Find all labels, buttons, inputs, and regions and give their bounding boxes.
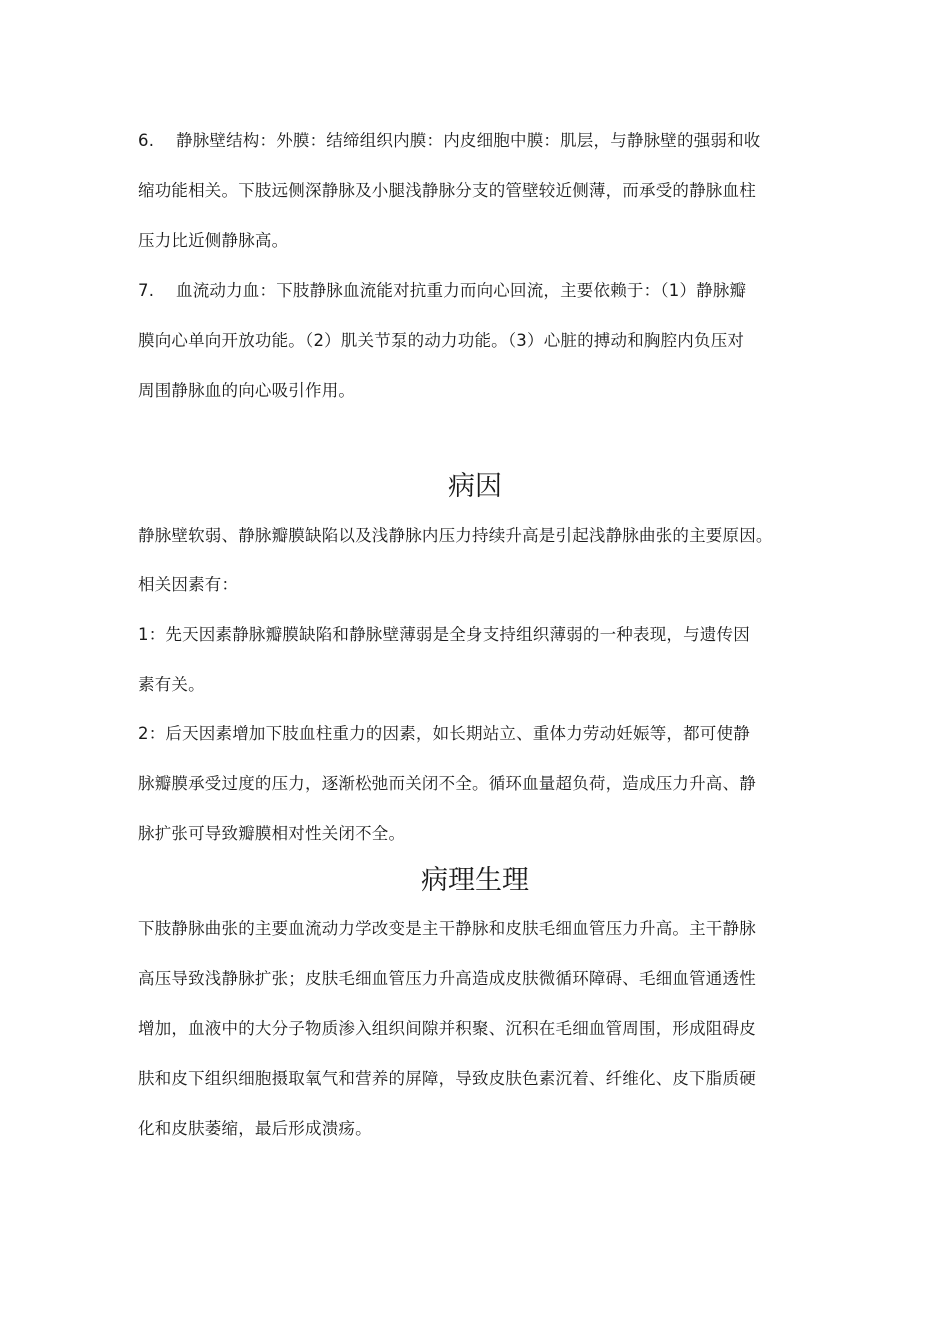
factor2-line-2: 脉瓣膜承受过度的压力，逐渐松弛而关闭不全。循环血量超负荷，造成压力升高、静 (138, 774, 756, 793)
pathophysiology-heading: 病理生理 (421, 865, 529, 896)
pathophysiology-line-5: 化和皮肤萎缩，最后形成溃疡。 (138, 1119, 372, 1138)
factor1-line-1: 1：先天因素静脉瓣膜缺陷和静脉壁薄弱是全身支持组织薄弱的一种表现，与遗传因 (138, 625, 750, 644)
hemodynamics-line-3: 周围静脉血的向心吸引作用。 (138, 381, 356, 400)
factor2-line-1: 2：后天因素增加下肢血柱重力的因素，如长期站立、重体力劳动妊娠等，都可使静 (138, 724, 750, 743)
hemodynamics-line-2: 膜向心单向开放功能。（2）肌关节泵的动力功能。（3）心脏的搏动和胸腔内负压对 (138, 331, 745, 350)
pathophysiology-line-1: 下肢静脉曲张的主要血流动力学改变是主干静脉和皮肤毛细血管压力升高。主干静脉 (138, 919, 756, 938)
structure-line-1 (138, 129, 761, 153)
paragraph-text: 血流动力血：下肢静脉血流能对抗重力而向心回流，主要依赖于：（1）静脉瓣 (176, 281, 747, 300)
etiology-intro-line-2: 相关因素有： (138, 575, 239, 594)
etiology-intro-line-1: 静脉壁软弱、静脉瓣膜缺陷以及浅静脉内压力持续升高是引起浅静脉曲张的主要原因。 (138, 526, 773, 545)
paragraph-text: 静脉壁结构：外膜：结缔组织内膜：内皮细胞中膜：肌层，与静脉壁的强弱和收 (176, 131, 761, 150)
item-number: 7. (138, 281, 155, 300)
hemodynamics-line-1 (138, 279, 746, 303)
factor2-line-3: 脉扩张可导致瓣膜相对性关闭不全。 (138, 824, 406, 843)
etiology-heading: 病因 (448, 471, 502, 502)
pathophysiology-line-4: 肤和皮下组织细胞摄取氧气和营养的屏障，导致皮肤色素沉着、纤维化、皮下脂质硬 (138, 1069, 756, 1088)
item-number: 6. (138, 131, 155, 150)
pathophysiology-line-2: 高压导致浅静脉扩张；皮肤毛细血管压力升高造成皮肤微循环障碍、毛细血管通透性 (138, 969, 756, 988)
structure-line-3: 压力比近侧静脉高。 (138, 231, 289, 250)
factor1-line-2: 素有关。 (138, 675, 205, 694)
pathophysiology-line-3: 增加，血液中的大分子物质渗入组织间隙并积聚、沉积在毛细血管周围，形成阻碍皮 (138, 1019, 756, 1038)
structure-line-2: 缩功能相关。下肢远侧深静脉及小腿浅静脉分支的管壁较近侧薄，而承受的静脉血柱 (138, 181, 756, 200)
